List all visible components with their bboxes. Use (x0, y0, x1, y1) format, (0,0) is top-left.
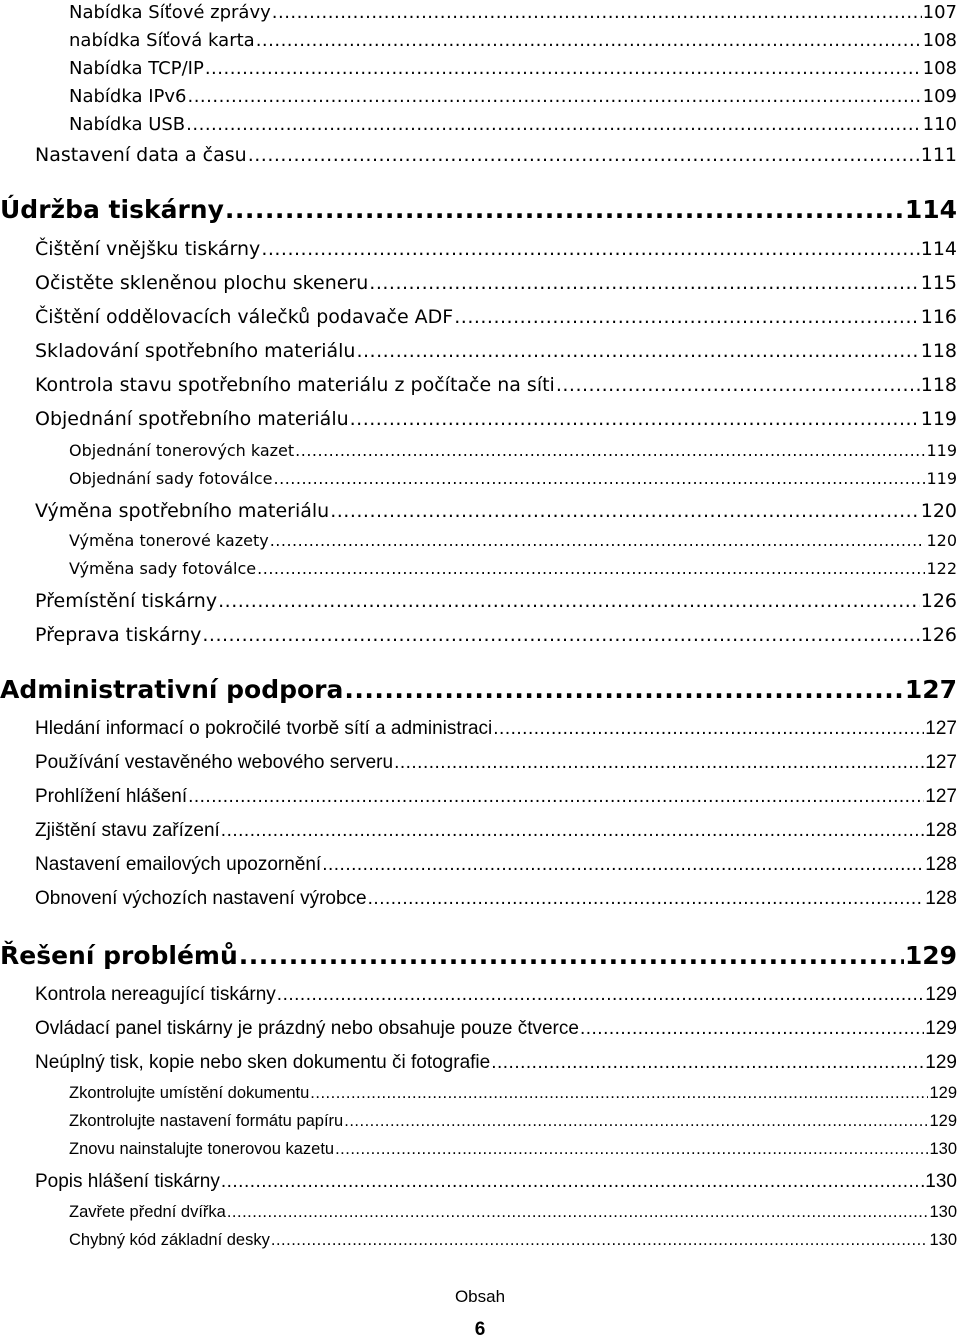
toc-dot-leader (187, 86, 921, 107)
toc-entry[interactable] (69, 86, 957, 107)
toc-entry-title: Objednání sady fotoválce (69, 469, 273, 488)
toc-entry-page: 127 (925, 786, 957, 807)
toc-entry[interactable] (35, 820, 957, 842)
toc-entry-page: 111 (920, 144, 957, 166)
toc-entry[interactable] (35, 374, 957, 396)
toc-entry-title: Obnovení výchozích nastavení výrobce (35, 888, 367, 909)
toc-dot-leader (186, 114, 921, 135)
toc-dot-leader (270, 531, 926, 550)
toc-chapter-page: 114 (904, 195, 957, 224)
toc-entry-title: Přemístění tiskárny (35, 590, 218, 612)
toc-dot-leader (493, 718, 924, 740)
toc-dot-leader (261, 238, 919, 260)
toc-chapter[interactable] (0, 675, 957, 704)
toc-entry-title: Čištění oddělovacích válečků podavače ADF (35, 306, 454, 328)
toc-entry-page: 119 (926, 469, 957, 488)
toc-entry-page: 118 (920, 374, 957, 396)
toc-dot-leader (454, 306, 920, 328)
toc-entry-page: 116 (920, 306, 957, 328)
toc-entry-page: 130 (929, 1231, 957, 1249)
toc-entry-page: 120 (926, 531, 957, 550)
toc-dot-leader (239, 941, 904, 970)
toc-dot-leader (368, 888, 925, 910)
toc-dot-leader (310, 1084, 928, 1103)
toc-subentry[interactable] (69, 441, 957, 460)
toc-dot-leader (257, 559, 925, 578)
toc-dot-leader (248, 144, 920, 166)
toc-entry[interactable] (35, 272, 957, 294)
toc-subentry[interactable] (69, 1112, 957, 1131)
toc-dot-leader (491, 1052, 924, 1074)
toc-entry-page: 129 (925, 984, 957, 1005)
toc-entry[interactable] (35, 984, 957, 1006)
toc-entry-title: Nabídka TCP/IP (69, 58, 204, 79)
toc-entry-page: 108 (922, 30, 957, 51)
toc-dot-leader (205, 58, 922, 79)
toc-dot-leader (330, 500, 920, 522)
footer-section-label: Obsah (454, 1287, 506, 1306)
toc-entry-page: 128 (925, 888, 957, 909)
toc-dot-leader (394, 752, 924, 774)
toc-entry-page: 119 (920, 408, 957, 430)
toc-entry-page: 122 (926, 559, 957, 578)
toc-dot-leader (350, 408, 920, 430)
toc-entry-title: Nastavení emailových upozornění (35, 854, 322, 875)
toc-entry-page: 109 (922, 86, 957, 107)
toc-entry-title: Objednání spotřebního materiálu (35, 408, 349, 430)
toc-subentry[interactable] (69, 531, 957, 550)
toc-subentry[interactable] (69, 1084, 957, 1103)
toc-subentry[interactable] (69, 469, 957, 488)
toc-entry[interactable] (35, 408, 957, 430)
toc-entry-page: 128 (925, 820, 957, 841)
toc-dot-leader (556, 374, 920, 396)
toc-dot-leader (272, 2, 922, 23)
toc-entry-page: 129 (929, 1112, 957, 1130)
toc-entry-title: Ovládací panel tiskárny je prázdný nebo obsahuje pouze čtverce (35, 1018, 579, 1039)
toc-entry-title: Výměna tonerové kazety (69, 531, 269, 550)
toc-entry-title: nabídka Síťová karta (69, 30, 255, 51)
toc-entry[interactable] (35, 1018, 957, 1040)
toc-entry[interactable] (35, 500, 957, 522)
toc-dot-leader (225, 195, 904, 224)
toc-entry[interactable] (35, 340, 957, 362)
toc-dot-leader (344, 675, 903, 704)
toc-entry-title: Čištění vnějšku tiskárny (35, 238, 261, 260)
toc-entry-page: 129 (925, 1018, 957, 1039)
toc-entry[interactable] (69, 30, 957, 51)
toc-chapter-title: Údržba tiskárny (0, 195, 224, 224)
toc-entry-title: Zkontrolujte nastavení formátu papíru (69, 1112, 344, 1130)
toc-entry[interactable] (35, 752, 957, 774)
toc-entry-title: Očistěte skleněnou plochu skeneru (35, 272, 369, 294)
toc-entry-title: Zjištění stavu zařízení (35, 820, 220, 841)
toc-entry-page: 115 (920, 272, 957, 294)
toc-dot-leader (295, 441, 925, 460)
toc-dot-leader (335, 1140, 928, 1159)
toc-entry-page: 119 (926, 441, 957, 460)
toc-dot-leader (271, 1231, 929, 1250)
toc-entry-page: 126 (920, 590, 957, 612)
toc-entry-title: Prohlížení hlášení (35, 786, 188, 807)
toc-entry-title: Zkontrolujte umístění dokumentu (69, 1084, 310, 1102)
toc-entry-page: 129 (925, 1052, 957, 1073)
toc-chapter[interactable] (0, 941, 957, 970)
toc-entry-title: Nabídka IPv6 (69, 86, 187, 107)
toc-entry[interactable] (35, 624, 957, 646)
toc-entry[interactable] (35, 144, 957, 166)
toc-dot-leader (221, 1171, 924, 1193)
toc-entry[interactable] (35, 1171, 957, 1193)
toc-entry-page: 129 (929, 1084, 957, 1102)
toc-entry-title: Používání vestavěného webového serveru (35, 752, 394, 773)
toc-entry-page: 118 (920, 340, 957, 362)
toc-entry[interactable] (35, 590, 957, 612)
toc-entry-title: Skladování spotřebního materiálu (35, 340, 356, 362)
toc-entry-title: Nabídka Síťové zprávy (69, 2, 271, 23)
toc-dot-leader (274, 469, 926, 488)
toc-dot-leader (188, 786, 924, 808)
toc-entry[interactable] (35, 718, 957, 740)
toc-dot-leader (344, 1112, 928, 1131)
toc-entry-page: 127 (925, 718, 957, 739)
toc-chapter-page: 127 (904, 675, 957, 704)
toc-entry[interactable] (69, 2, 957, 23)
toc-entry[interactable] (35, 854, 957, 876)
toc-entry[interactable] (35, 238, 957, 260)
toc-entry-page: 130 (929, 1140, 957, 1158)
toc-entry-page: 120 (920, 500, 957, 522)
toc-chapter-title: Administrativní podpora (0, 675, 344, 704)
toc-entry[interactable] (69, 58, 957, 79)
toc-chapter[interactable] (0, 195, 957, 224)
toc-dot-leader (356, 340, 919, 362)
toc-entry-title: Popis hlášení tiskárny (35, 1171, 220, 1192)
toc-entry-title: Kontrola nereagující tiskárny (35, 984, 276, 1005)
toc-entry-title: Přeprava tiskárny (35, 624, 202, 646)
toc-dot-leader (202, 624, 919, 646)
toc-entry-title: Výměna sady fotoválce (69, 559, 257, 578)
toc-entry-title: Kontrola stavu spotřebního materiálu z počítače na síti (35, 374, 555, 396)
toc-entry-page: 130 (925, 1171, 957, 1192)
toc-chapter-page: 129 (904, 941, 957, 970)
toc-entry[interactable] (35, 888, 957, 910)
toc-entry[interactable] (35, 786, 957, 808)
page-number: 6 (474, 1319, 486, 1340)
toc-entry-page: 126 (920, 624, 957, 646)
toc-chapter-title: Řešení problémů (0, 941, 238, 970)
toc-entry-page: 130 (929, 1203, 957, 1221)
toc-dot-leader (218, 590, 920, 612)
toc-dot-leader (322, 854, 924, 876)
toc-entry-page: 108 (922, 58, 957, 79)
toc-entry-title: Znovu nainstalujte tonerovou kazetu (69, 1140, 335, 1158)
toc-entry-title: Objednání tonerových kazet (69, 441, 295, 460)
toc-dot-leader (221, 820, 925, 842)
toc-entry[interactable] (35, 1052, 957, 1074)
toc-entry-title: Nabídka USB (69, 114, 186, 135)
toc-subentry[interactable] (69, 1203, 957, 1222)
toc-subentry[interactable] (69, 1231, 957, 1250)
toc-dot-leader (227, 1203, 929, 1222)
toc-entry-page: 114 (920, 238, 957, 260)
toc-entry-title: Neúplný tisk, kopie nebo sken dokumentu či fotografie (35, 1052, 491, 1073)
toc-entry-title: Výměna spotřebního materiálu (35, 500, 330, 522)
toc-dot-leader (277, 984, 925, 1006)
toc-entry[interactable] (69, 114, 957, 135)
toc-dot-leader (256, 30, 922, 51)
toc-entry-title: Chybný kód základní desky (69, 1231, 270, 1249)
toc-entry[interactable] (35, 306, 957, 328)
toc-subentry[interactable] (69, 1140, 957, 1159)
toc-entry-page: 110 (922, 114, 957, 135)
toc-subentry[interactable] (69, 559, 957, 578)
toc-entry-title: Zavřete přední dvířka (69, 1203, 226, 1221)
toc-entry-title: Nastavení data a času (35, 144, 247, 166)
toc-entry-page: 107 (922, 2, 957, 23)
toc-dot-leader (369, 272, 919, 294)
toc-entry-page: 128 (925, 854, 957, 875)
toc-entry-title: Hledání informací o pokročilé tvorbě sítí a administraci (35, 718, 493, 739)
toc-entry-page: 127 (925, 752, 957, 773)
toc-dot-leader (580, 1018, 924, 1040)
